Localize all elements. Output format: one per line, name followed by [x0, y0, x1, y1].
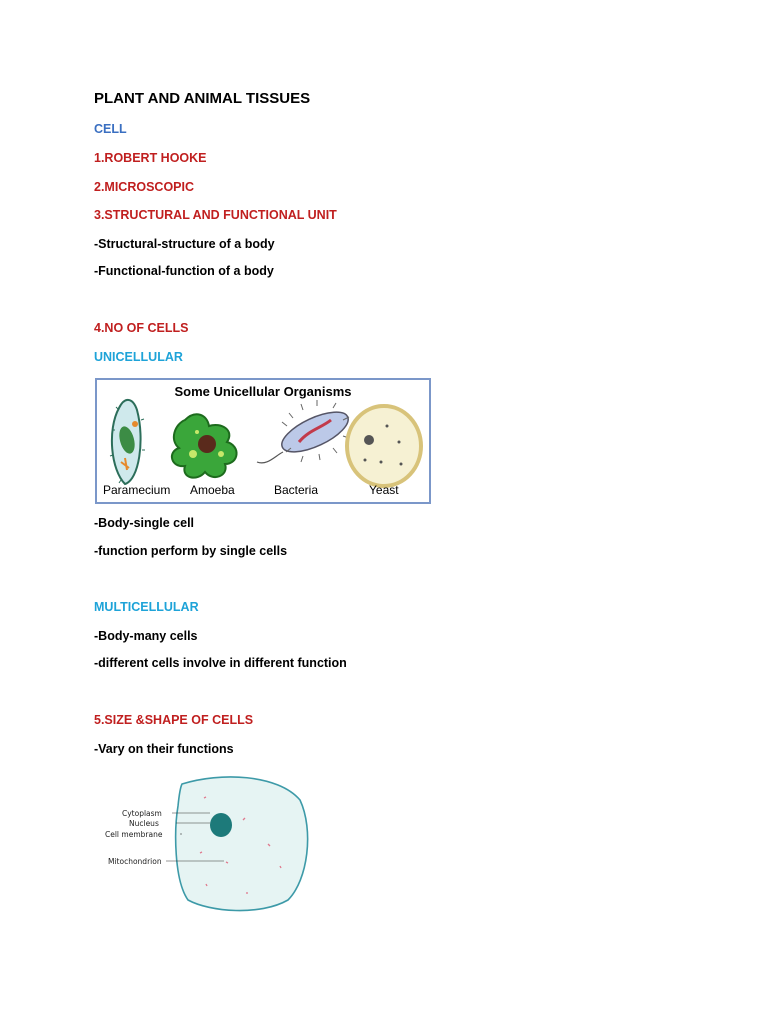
cell-diagram [100, 770, 315, 920]
point-structural-functional: 3.STRUCTURAL AND FUNCTIONAL UNIT [94, 208, 337, 222]
label-mitochondrion: Mitochondrion [108, 857, 162, 866]
multicellular-heading: MULTICELLULAR [94, 600, 199, 614]
point-size-shape: 5.SIZE &SHAPE OF CELLS [94, 713, 254, 727]
cell-membrane-shape [176, 777, 308, 911]
functional-text: -Functional-function of a body [94, 264, 274, 278]
multicellular-body-text: -Body-many cells [94, 629, 198, 643]
amoeba-illustration [172, 414, 237, 477]
point-robert-hooke: 1.ROBERT HOOKE [94, 151, 207, 165]
nucleus-shape [210, 813, 232, 837]
vary-text: -Vary on their functions [94, 742, 234, 756]
structural-text: -Structural-structure of a body [94, 237, 275, 251]
unicellular-function-text: -function perform by single cells [94, 544, 288, 558]
label-bacteria: Bacteria [274, 483, 319, 497]
label-cell-membrane: Cell membrane [105, 830, 163, 839]
point-microscopic: 2.MICROSCOPIC [94, 180, 195, 194]
bacteria-illustration [257, 400, 354, 463]
label-yeast: Yeast [369, 483, 399, 497]
cell-illustration [100, 770, 315, 920]
label-cytoplasm: Cytoplasm [122, 809, 162, 818]
multicellular-function-text: -different cells involve in different function [94, 656, 347, 670]
paramecium-illustration [110, 400, 145, 484]
label-nucleus: Nucleus [129, 819, 159, 828]
page-title: PLANT AND ANIMAL TISSUES [94, 90, 311, 107]
cell-heading: CELL [94, 122, 127, 136]
label-amoeba: Amoeba [190, 483, 235, 497]
label-paramecium: Paramecium [103, 483, 171, 497]
unicellular-organisms-figure [95, 378, 431, 504]
yeast-illustration [347, 406, 421, 486]
point-no-of-cells: 4.NO OF CELLS [94, 321, 189, 335]
unicellular-body-text: -Body-single cell [94, 516, 195, 530]
unicellular-heading: UNICELLULAR [94, 350, 183, 364]
figure-title: Some Unicellular Organisms [174, 384, 352, 399]
